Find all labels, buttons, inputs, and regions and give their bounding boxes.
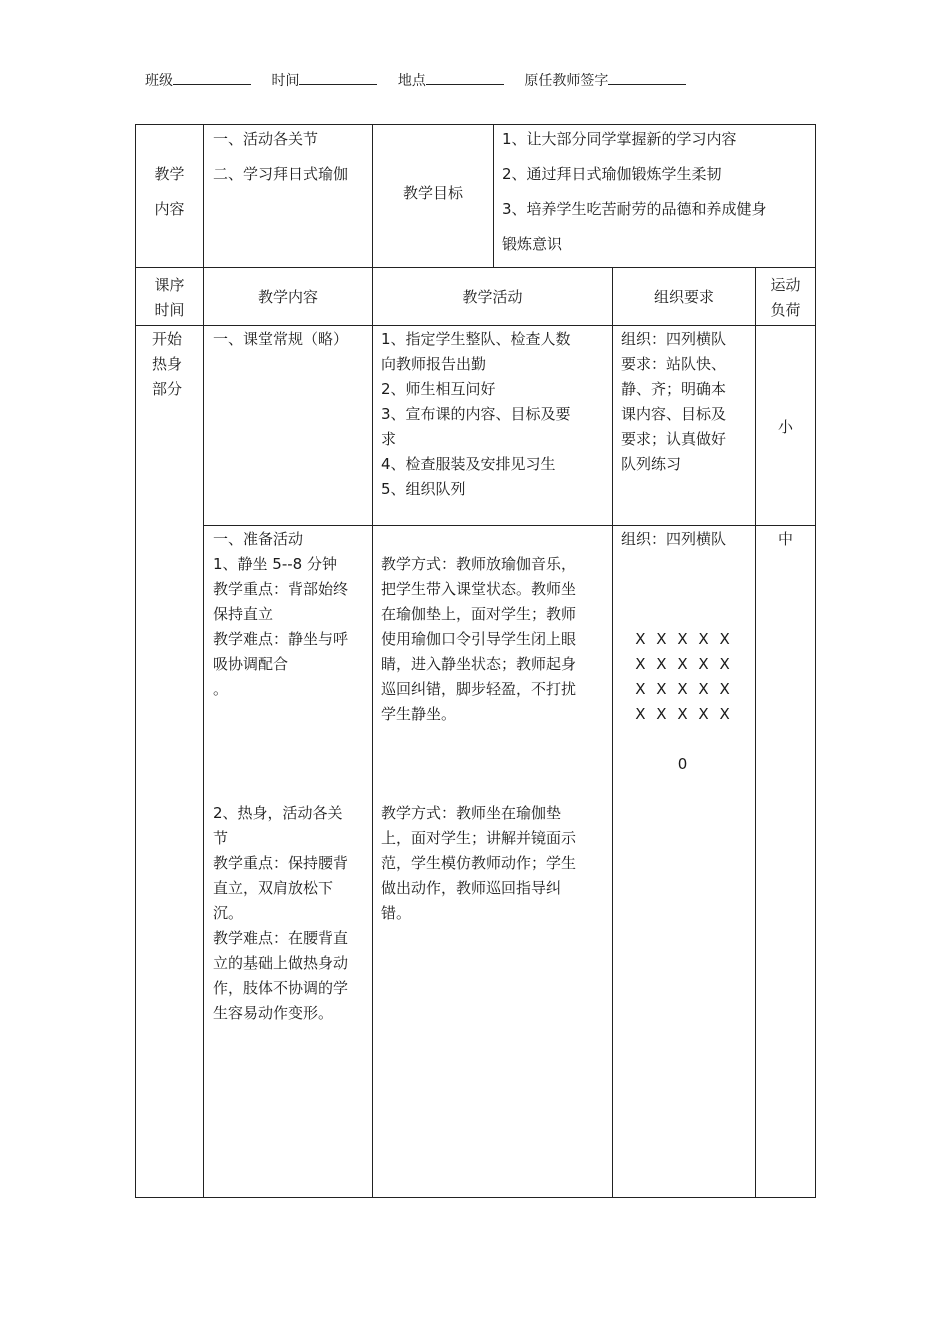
row1-load: 小 [777,418,793,436]
column-header-activity: 教学活动 [462,288,523,306]
teaching-goal-label: 教学目标 [402,184,463,202]
teacher-position-mark: 0 [677,755,691,773]
row2-content-preparation: 一、准备活动 1、静坐 5--8 分钟 教学重点：背部始终 保持直立 教学难点：静坐与呼 吸协调配合 。 [213,530,349,698]
formation-row: X X X X X [635,630,733,648]
class-field: 班级 [145,70,251,90]
time-field: 时间 [271,70,377,90]
formation-diagram [613,627,755,777]
section-label-warmup: 开始 热身 部分 [152,330,183,398]
row1-activity: 1、指定学生整队、检查人数 向教师报告出勤 2、师生相互问好 3、宣布课的内容、目标及要 求 4、检查服装及安排见习生 5、组织队列 [381,330,571,498]
formation-row: X X X X X [635,655,733,673]
teaching-content-label: 教学 内容 [154,165,185,218]
teaching-content-items: 一、活动各关节 二、学习拜日式瑜伽 [213,130,349,183]
row2-content-warmup: 2、热身，活动各关 节 教学重点：保持腰背 直立，双肩放松下 沉。 教学难点：在腰背直 立的基础上做热身动 作，肢体不协调的学 生容易动作变形。 [213,804,349,1022]
formation-row: X X X X X [635,680,733,698]
place-field: 地点 [398,70,504,90]
row2-activity-meditation: 教学方式：教师放瑜伽音乐， 把学生带入课堂状态。教师坐 在瑜伽垫上，面对学生；教师 使用瑜伽口令引导学生闭上眼 睛，进入静坐状态；教师起身 巡回纠错，脚步轻盈，不打扰 学生静坐。 [381,555,577,723]
column-header-content: 教学内容 [257,288,318,306]
column-header-time: 课序 时间 [154,276,185,319]
formation-row: X X X X X [635,705,733,723]
row2-load: 中 [777,530,793,548]
column-header-organization: 组织要求 [653,288,714,306]
row2-activity-warmup: 教学方式：教师坐在瑜伽垫 上，面对学生；讲解并镜面示 范，学生模仿教师动作；学生 做出动作，教师巡回指导纠 错。 [381,804,577,922]
teacher-signature-field: 原任教师签字 [524,70,686,90]
teaching-goals: 1、让大部分同学掌握新的学习内容 2、通过拜日式瑜伽锻炼学生柔韧 3、培养学生吃苦耐劳的品德和养成健身 锻炼意识 [502,130,767,253]
row2-organization: 组织：四列横队 [621,530,727,548]
row1-organization: 组织：四列横队 要求：站队快、 静、齐；明确本 课内容、目标及 要求；认真做好 队列练习 [621,330,727,473]
row1-content: 一、课堂常规（略） [213,330,349,348]
column-header-load: 运动 负荷 [770,276,801,319]
